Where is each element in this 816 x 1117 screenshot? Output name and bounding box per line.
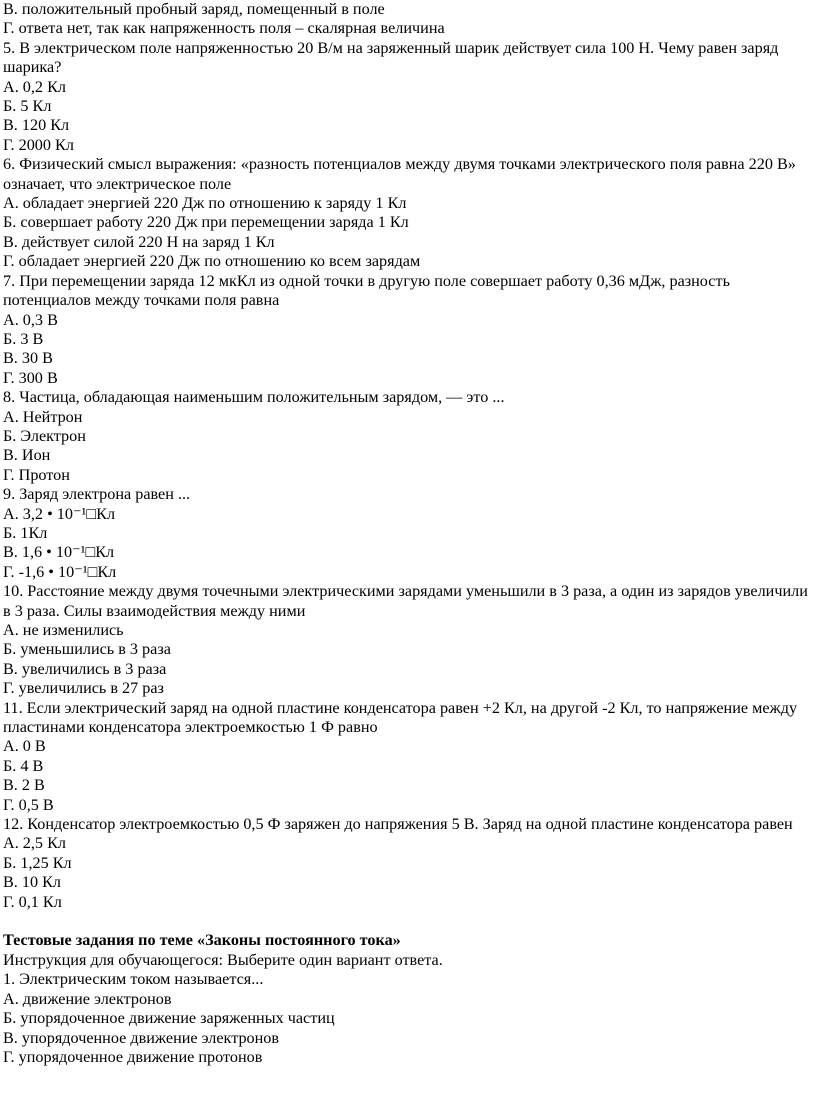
answer-option: Б. 3 В: [3, 329, 44, 348]
question-text: 10. Расстояние между двумя точечными электрическими зарядами уменьшили в 3 раза, а один из зарядов увеличили в 3 раза. Силы взаимодействия между ними: [3, 582, 812, 620]
answer-option: Б. 4 В: [3, 756, 44, 775]
answer-option: В. 30 В: [3, 349, 53, 368]
answer-option: А. не изменились: [3, 621, 124, 639]
question-text: 9. Заряд электрона равен ...: [3, 485, 191, 504]
answer-option: В. 120 Кл: [3, 116, 70, 135]
answer-option: А. 0 В: [3, 737, 46, 756]
answer-option: Г. упорядоченное движение протонов: [3, 1047, 263, 1066]
answer-option: Г. -1,6 • 10⁻¹□Кл: [3, 562, 117, 581]
section-heading: Тестовые задания по теме «Законы постоянного тока»: [3, 931, 401, 950]
answer-option: А. 2,5 Кл: [3, 834, 66, 853]
test-questions-block: [3, 0, 812, 912]
answer-option: А. 0,2 Кл: [3, 77, 66, 96]
question-text: 11. Если электрический заряд на одной пластине конденсатора равен +2 Кл, на другой -2 Кл, то напряжение между пластинами конденсатора электроемкостью 1 Ф равно: [3, 698, 802, 737]
answer-option: В. Ион: [3, 446, 51, 465]
question-text: 12. Конденсатор электроемкостью 0,5 Ф заряжен до напряжения 5 В. Заряд на одной пластине конденсатора равен: [3, 815, 793, 834]
answer-option: Г. 300 В: [3, 368, 58, 387]
answer-option: В. положительный пробный заряд, помещенный в поле: [3, 0, 385, 18]
answer-option: Г. ответа нет, так как напряженность поля – скалярная величина: [3, 19, 445, 38]
answer-option: Б. Электрон: [3, 426, 86, 445]
answer-option: Г. 0,5 В: [3, 795, 54, 814]
document-page: [3, 0, 812, 1067]
answer-option: В. 10 Кл: [3, 873, 61, 892]
answer-option: А. движение электронов: [3, 989, 172, 1008]
answer-option: Б. 5 Кл: [3, 97, 52, 116]
section-questions-block: [3, 970, 809, 1067]
answer-option: Б. 1,25 Кл: [3, 853, 72, 872]
section-instruction: Инструкция для обучающегося: Выберите один вариант ответа.: [3, 950, 443, 969]
question-text: 7. При перемещении заряда 12 мкКл из одной точки в другую поле совершает работу 0,36 мДж, разность потенциалов между точками поля равна: [3, 271, 734, 310]
answer-option: В. 2 В: [3, 776, 45, 795]
answer-option: Б. совершает работу 220 Дж при перемещении заряда 1 Кл: [3, 213, 409, 232]
blank-line: [3, 912, 809, 931]
answer-option: Г. 2000 Кл: [3, 135, 74, 154]
answer-option: Б. 1Кл: [3, 523, 48, 542]
question-text: 5. В электрическом поле напряженностью 20 В/м на заряженный шарик действует сила 100 Н. Чему равен заряд шарика?: [3, 38, 783, 77]
question-text: 8. Частица, обладающая наименьшим положительным зарядом, — это ...: [3, 388, 505, 407]
question-text: 1. Электрическим током называется...: [3, 970, 264, 989]
answer-option: В. 1,6 • 10⁻¹□Кл: [3, 543, 115, 562]
answer-option: А. 3,2 • 10⁻¹□Кл: [3, 504, 116, 523]
question-text: 6. Физический смысл выражения: «разность потенциалов между двумя точками электрического поля равна 220 В» означает, что электрическое поле: [3, 155, 800, 193]
answer-option: А. обладает энергией 220 Дж по отношению к заряду 1 Кл: [3, 194, 407, 213]
answer-option: В. увеличились в 3 раза: [3, 659, 167, 678]
answer-option: Б. упорядоченное движение заряженных частиц: [3, 1009, 335, 1028]
answer-option: В. действует силой 220 Н на заряд 1 Кл: [3, 232, 275, 251]
answer-option: Г. 0,1 Кл: [3, 892, 62, 911]
answer-option: Г. увеличились в 27 раз: [3, 679, 164, 698]
answer-option: А. 0,3 В: [3, 310, 58, 329]
answer-option: В. упорядоченное движение электронов: [3, 1028, 280, 1047]
answer-option: Б. уменьшились в 3 раза: [3, 640, 171, 659]
answer-option: Г. обладает энергией 220 Дж по отношению ко всем зарядам: [3, 252, 421, 271]
answer-option: Г. Протон: [3, 465, 70, 484]
answer-option: А. Нейтрон: [3, 407, 83, 426]
